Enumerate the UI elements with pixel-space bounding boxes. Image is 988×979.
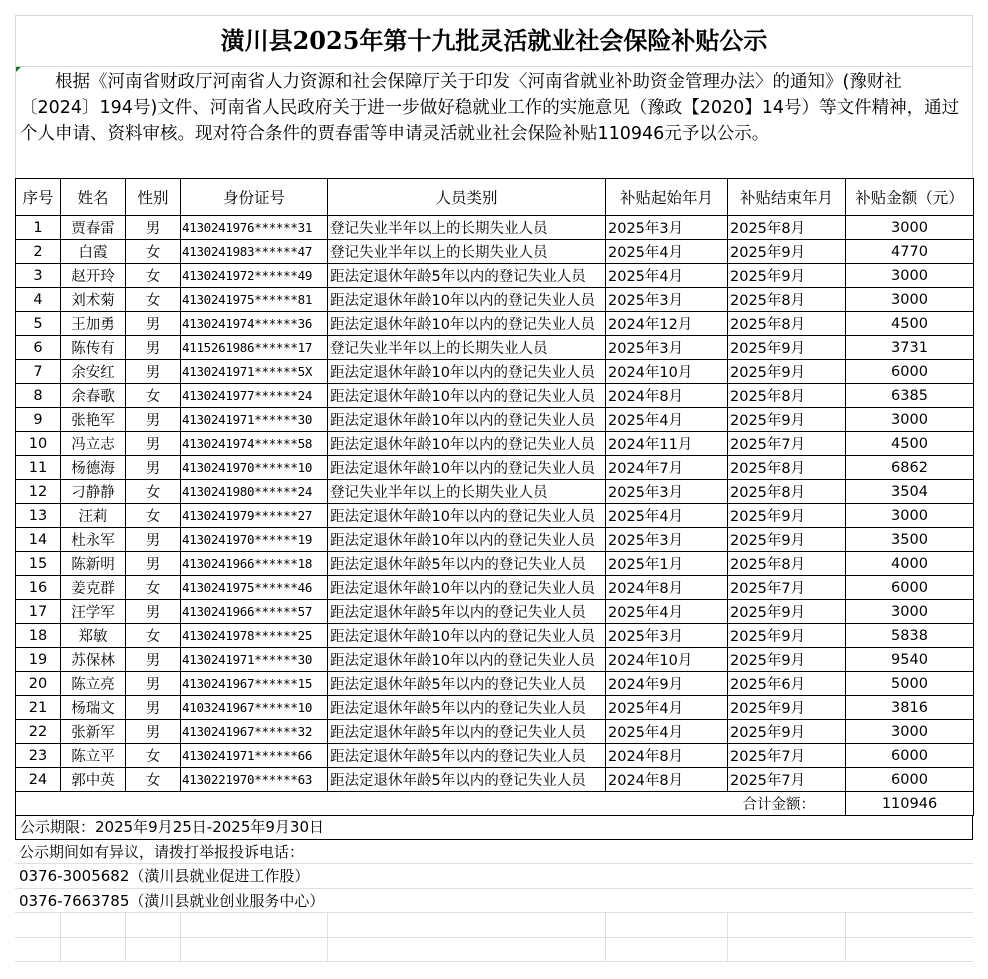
id-number-cell: 4130241971******30 [181,648,328,672]
end-month-cell: 2025年9月 [728,528,846,552]
end-month-cell: 2025年9月 [728,648,846,672]
table-row [16,288,974,312]
name-cell: 赵开玲 [61,264,126,288]
id-number-cell: 4130241972******49 [181,264,328,288]
category-cell: 距法定退休年龄10年以内的登记失业人员 [328,504,606,528]
row-number-cell: 22 [16,720,61,744]
amount-cell: 3000 [846,264,974,288]
row-number-cell: 16 [16,576,61,600]
start-month-cell: 2024年9月 [606,672,728,696]
amount-cell: 4500 [846,432,974,456]
gender-cell: 男 [126,552,181,576]
amount-cell: 5000 [846,672,974,696]
id-number-cell: 4130241977******24 [181,384,328,408]
subsidy-table [15,178,974,816]
name-cell: 冯立志 [61,432,126,456]
name-cell: 陈传有 [61,336,126,360]
row-number-cell: 19 [16,648,61,672]
row-number-cell: 4 [16,288,61,312]
row-number-cell: 12 [16,480,61,504]
amount-cell: 4770 [846,240,974,264]
table-row [16,744,974,768]
start-month-cell: 2025年4月 [606,720,728,744]
start-month-cell: 2024年12月 [606,312,728,336]
start-month-cell: 2024年8月 [606,768,728,792]
category-cell: 距法定退休年龄10年以内的登记失业人员 [328,456,606,480]
column-header: 人员类别 [328,179,606,216]
gender-cell: 女 [126,576,181,600]
intro-paragraph [15,66,973,178]
start-month-cell: 2025年3月 [606,216,728,240]
start-month-cell: 2025年4月 [606,504,728,528]
name-cell: 姜克群 [61,576,126,600]
table-row [16,504,974,528]
category-cell: 距法定退休年龄5年以内的登记失业人员 [328,264,606,288]
grid-line [727,913,728,962]
total-label: 合计金额： [16,792,846,816]
empty-row [15,938,973,962]
amount-cell: 6385 [846,384,974,408]
category-cell: 距法定退休年龄5年以内的登记失业人员 [328,600,606,624]
start-month-cell: 2024年7月 [606,456,728,480]
start-month-cell: 2025年3月 [606,288,728,312]
gender-cell: 女 [126,504,181,528]
category-cell: 距法定退休年龄5年以内的登记失业人员 [328,744,606,768]
gender-cell: 男 [126,648,181,672]
notice-period: 公示期限：2025年9月25日-2025年9月30日 [15,816,973,840]
end-month-cell: 2025年9月 [728,504,846,528]
gender-cell: 男 [126,696,181,720]
id-number-cell: 4130241974******36 [181,312,328,336]
name-cell: 汪学军 [61,600,126,624]
row-number-cell: 5 [16,312,61,336]
gender-cell: 男 [126,528,181,552]
empty-row [15,913,973,937]
end-month-cell: 2025年9月 [728,624,846,648]
start-month-cell: 2025年4月 [606,240,728,264]
table-row [16,240,974,264]
start-month-cell: 2025年3月 [606,336,728,360]
end-month-cell: 2025年9月 [728,696,846,720]
table-row [16,648,974,672]
amount-cell: 3000 [846,504,974,528]
id-number-cell: 4130241975******46 [181,576,328,600]
name-cell: 苏保林 [61,648,126,672]
row-number-cell: 14 [16,528,61,552]
gender-cell: 女 [126,384,181,408]
grid-line [327,913,328,962]
gender-cell: 女 [126,624,181,648]
category-cell: 距法定退休年龄5年以内的登记失业人员 [328,672,606,696]
gender-cell: 女 [126,288,181,312]
end-month-cell: 2025年8月 [728,288,846,312]
start-month-cell: 2025年3月 [606,528,728,552]
table-row [16,480,974,504]
table-row [16,456,974,480]
row-number-cell: 24 [16,768,61,792]
gender-cell: 男 [126,360,181,384]
name-cell: 白霞 [61,240,126,264]
table-row [16,768,974,792]
grid-line [845,913,846,962]
amount-cell: 6000 [846,768,974,792]
end-month-cell: 2025年8月 [728,384,846,408]
category-cell: 距法定退休年龄10年以内的登记失业人员 [328,648,606,672]
table-row [16,360,974,384]
end-month-cell: 2025年8月 [728,456,846,480]
grid-line [180,913,181,962]
end-month-cell: 2025年8月 [728,216,846,240]
amount-cell: 6000 [846,576,974,600]
category-cell: 距法定退休年龄10年以内的登记失业人员 [328,288,606,312]
start-month-cell: 2024年10月 [606,648,728,672]
name-cell: 汪莉 [61,504,126,528]
id-number-cell: 4130221970******63 [181,768,328,792]
id-number-cell: 4115261986******17 [181,336,328,360]
name-cell: 郑敏 [61,624,126,648]
grid-line [60,913,61,962]
name-cell: 郭中英 [61,768,126,792]
row-number-cell: 3 [16,264,61,288]
row-number-cell: 11 [16,456,61,480]
name-cell: 刁静静 [61,480,126,504]
gender-cell: 女 [126,264,181,288]
table-row [16,216,974,240]
category-cell: 距法定退休年龄10年以内的登记失业人员 [328,576,606,600]
end-month-cell: 2025年9月 [728,240,846,264]
row-number-cell: 21 [16,696,61,720]
row-number-cell: 2 [16,240,61,264]
row-number-cell: 1 [16,216,61,240]
end-month-cell: 2025年9月 [728,264,846,288]
row-number-cell: 23 [16,744,61,768]
category-cell: 登记失业半年以上的长期失业人员 [328,480,606,504]
gender-cell: 男 [126,672,181,696]
category-cell: 距法定退休年龄10年以内的登记失业人员 [328,384,606,408]
name-cell: 陈立亮 [61,672,126,696]
row-number-cell: 15 [16,552,61,576]
name-cell: 余春歌 [61,384,126,408]
column-header: 姓名 [61,179,126,216]
id-number-cell: 4130241974******58 [181,432,328,456]
end-month-cell: 2025年9月 [728,336,846,360]
table-header-row [16,179,974,216]
id-number-cell: 4130241967******32 [181,720,328,744]
id-number-cell: 4130241966******57 [181,600,328,624]
category-cell: 距法定退休年龄5年以内的登记失业人员 [328,552,606,576]
start-month-cell: 2025年4月 [606,408,728,432]
category-cell: 距法定退休年龄5年以内的登记失业人员 [328,768,606,792]
table-row [16,576,974,600]
gender-cell: 男 [126,456,181,480]
end-month-cell: 2025年7月 [728,744,846,768]
column-header: 序号 [16,179,61,216]
start-month-cell: 2025年3月 [606,480,728,504]
name-cell: 杜永军 [61,528,126,552]
amount-cell: 6000 [846,360,974,384]
id-number-cell: 4130241983******47 [181,240,328,264]
name-cell: 王加勇 [61,312,126,336]
grid-line [605,913,606,962]
row-number-cell: 10 [16,432,61,456]
start-month-cell: 2025年4月 [606,264,728,288]
end-month-cell: 2025年8月 [728,552,846,576]
amount-cell: 5838 [846,624,974,648]
name-cell: 张艳军 [61,408,126,432]
grid-line [125,913,126,962]
row-number-cell: 7 [16,360,61,384]
amount-cell: 3504 [846,480,974,504]
start-month-cell: 2024年8月 [606,744,728,768]
amount-cell: 3816 [846,696,974,720]
gender-cell: 男 [126,600,181,624]
category-cell: 登记失业半年以上的长期失业人员 [328,336,606,360]
id-number-cell: 4130241970******19 [181,528,328,552]
end-month-cell: 2025年9月 [728,408,846,432]
total-value: 110946 [846,792,974,816]
name-cell: 杨德海 [61,456,126,480]
end-month-cell: 2025年8月 [728,312,846,336]
category-cell: 登记失业半年以上的长期失业人员 [328,216,606,240]
gender-cell: 女 [126,480,181,504]
name-cell: 贾春雷 [61,216,126,240]
end-month-cell: 2025年6月 [728,672,846,696]
announcement-sheet [15,15,973,962]
column-header: 身份证号 [181,179,328,216]
id-number-cell: 4130241971******66 [181,744,328,768]
total-row [16,792,974,816]
start-month-cell: 2025年3月 [606,624,728,648]
intro-text: 根据《河南省财政厅河南省人力资源和社会保障厅关于印发〈河南省就业补助资金管理办法〉的通知》(豫财社〔2024〕194号)文件、河南省人民政府关于进一步做好稳就业工作的实施意见（豫政【2020】14号）等文件精神，通过个人申请、资料审核。现对符合条件的贾春雷等申请灵活就业社会保险补贴110946元予以公示。 [20,72,960,144]
table-row [16,312,974,336]
row-number-cell: 18 [16,624,61,648]
id-number-cell: 4130241971******30 [181,408,328,432]
name-cell: 杨瑞文 [61,696,126,720]
start-month-cell: 2024年10月 [606,360,728,384]
row-number-cell: 6 [16,336,61,360]
page-title: 潢川县2025年第十九批灵活就业社会保险补贴公示 [15,15,973,66]
category-cell: 距法定退休年龄5年以内的登记失业人员 [328,696,606,720]
name-cell: 陈立平 [61,744,126,768]
gender-cell: 男 [126,336,181,360]
name-cell: 张新军 [61,720,126,744]
id-number-cell: 4130241971******5X [181,360,328,384]
amount-cell: 4000 [846,552,974,576]
id-number-cell: 4130241980******24 [181,480,328,504]
table-row [16,696,974,720]
start-month-cell: 2025年4月 [606,696,728,720]
id-number-cell: 4130241978******25 [181,624,328,648]
id-number-cell: 4130241966******18 [181,552,328,576]
footer-phone-1: 0376-3005682（潢川县就业促进工作股） [15,864,973,888]
start-month-cell: 2024年8月 [606,384,728,408]
amount-cell: 3000 [846,408,974,432]
table-row [16,528,974,552]
gender-cell: 女 [126,240,181,264]
footer-line: 公示期间如有异议，请拨打举报投诉电话： [15,840,973,864]
category-cell: 距法定退休年龄10年以内的登记失业人员 [328,528,606,552]
category-cell: 距法定退休年龄10年以内的登记失业人员 [328,408,606,432]
name-cell: 陈新明 [61,552,126,576]
table-row [16,624,974,648]
amount-cell: 6000 [846,744,974,768]
footer-contacts [15,840,973,962]
table-row [16,672,974,696]
gender-cell: 男 [126,408,181,432]
amount-cell: 4500 [846,312,974,336]
amount-cell: 3000 [846,600,974,624]
column-header: 补贴金额（元） [846,179,974,216]
amount-cell: 3000 [846,216,974,240]
end-month-cell: 2025年8月 [728,480,846,504]
id-number-cell: 4130241970******10 [181,456,328,480]
end-month-cell: 2025年7月 [728,768,846,792]
end-month-cell: 2025年7月 [728,432,846,456]
amount-cell: 3000 [846,720,974,744]
start-month-cell: 2024年11月 [606,432,728,456]
row-number-cell: 13 [16,504,61,528]
column-header: 补贴起始年月 [606,179,728,216]
category-cell: 距法定退休年龄5年以内的登记失业人员 [328,720,606,744]
gender-cell: 男 [126,720,181,744]
id-number-cell: 4130241979******27 [181,504,328,528]
gender-cell: 男 [126,216,181,240]
end-month-cell: 2025年7月 [728,576,846,600]
table-row [16,552,974,576]
start-month-cell: 2025年1月 [606,552,728,576]
table-row [16,432,974,456]
table-row [16,384,974,408]
column-header: 补贴结束年月 [728,179,846,216]
id-number-cell: 4130241976******31 [181,216,328,240]
row-number-cell: 9 [16,408,61,432]
footer-phone-2: 0376-7663785（潢川县就业创业服务中心） [15,889,973,913]
category-cell: 距法定退休年龄10年以内的登记失业人员 [328,360,606,384]
gender-cell: 男 [126,312,181,336]
cell-comment-marker-icon [16,67,21,72]
id-number-cell: 4130241975******81 [181,288,328,312]
name-cell: 余安红 [61,360,126,384]
end-month-cell: 2025年9月 [728,360,846,384]
column-header: 性别 [126,179,181,216]
category-cell: 登记失业半年以上的长期失业人员 [328,240,606,264]
id-number-cell: 4130241967******15 [181,672,328,696]
gender-cell: 女 [126,768,181,792]
table-row [16,720,974,744]
amount-cell: 6862 [846,456,974,480]
gender-cell: 男 [126,432,181,456]
end-month-cell: 2025年9月 [728,600,846,624]
table-row [16,600,974,624]
table-row [16,408,974,432]
start-month-cell: 2024年8月 [606,576,728,600]
amount-cell: 9540 [846,648,974,672]
id-number-cell: 4103241967******10 [181,696,328,720]
amount-cell: 3731 [846,336,974,360]
row-number-cell: 17 [16,600,61,624]
table-row [16,336,974,360]
gender-cell: 女 [126,744,181,768]
amount-cell: 3500 [846,528,974,552]
row-number-cell: 8 [16,384,61,408]
start-month-cell: 2025年4月 [606,600,728,624]
end-month-cell: 2025年9月 [728,720,846,744]
amount-cell: 3000 [846,288,974,312]
category-cell: 距法定退休年龄10年以内的登记失业人员 [328,432,606,456]
name-cell: 刘术菊 [61,288,126,312]
table-row [16,264,974,288]
category-cell: 距法定退休年龄10年以内的登记失业人员 [328,624,606,648]
row-number-cell: 20 [16,672,61,696]
category-cell: 距法定退休年龄10年以内的登记失业人员 [328,312,606,336]
